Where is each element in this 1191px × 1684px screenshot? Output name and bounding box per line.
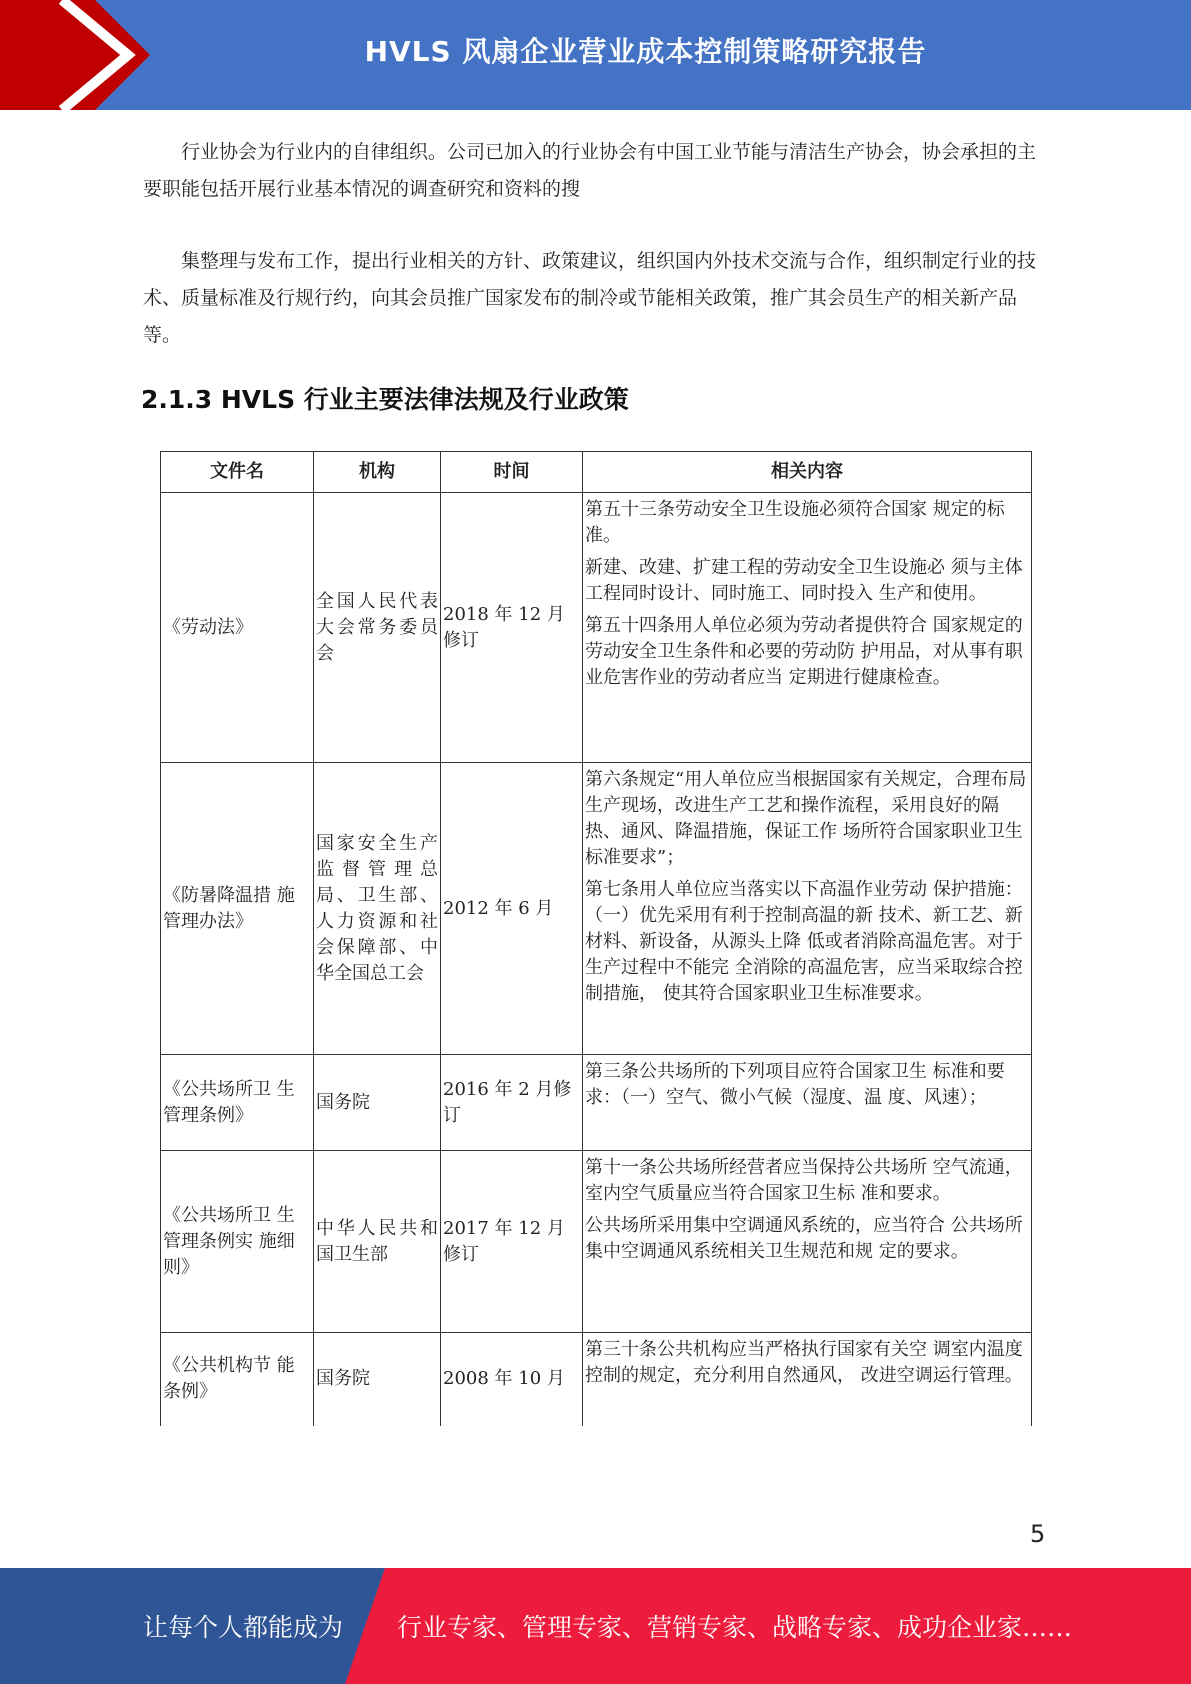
time-cell: 2008 年 10 月: [441, 1333, 583, 1426]
content-paragraph: 第七条用人单位应当落实以下高温作业劳动 保护措施：（一）优先采用有利于控制高温的新 技术、新工艺、新材料、新设备，从源头上降 低或者消除高温危害。对于生产过程中不能完 全消除的高温危害，应当采取综合控制措施， 使其符合国家职业卫生标准要求。: [585, 879, 1023, 1004]
section-heading: 2.1.3 HVLS 行业主要法律法规及行业政策: [141, 385, 629, 414]
page-number: 5: [1030, 1520, 1046, 1548]
content-cell: [583, 1151, 1032, 1333]
content-paragraph: 第三十条公共机构应当严格执行国家有关空 调室内温度控制的规定，充分利用自然通风， 改进空调运行管理。: [585, 1339, 1023, 1386]
document-name-cell: 《公共场所卫 生管理条例实 施细则》: [161, 1151, 314, 1333]
column-header-document: 文件名: [161, 452, 314, 493]
paragraph-industry-association: 行业协会为行业内的自律组织。公司已加入的行业协会有中国工业节能与清洁生产协会，协会承担的主要职能包括开展行业基本情况的调查研究和资料的搜: [143, 141, 1037, 200]
table-row: [161, 493, 1032, 763]
column-header-time: 时间: [441, 452, 583, 493]
content-paragraph: 第十一条公共场所经营者应当保持公共场所 空气流通，室内空气质量应当符合国家卫生标 准和要求。: [585, 1157, 1023, 1204]
table-header-row: [161, 452, 1032, 493]
document-name-cell: 《公共场所卫 生管理条例》: [161, 1055, 314, 1151]
footer-slogan-left: 让每个人都能成为: [143, 1613, 344, 1642]
content-paragraph: 公共场所采用集中空调通风系统的，应当符合 公共场所集中空调通风系统相关卫生规范和规 定的要求。: [585, 1215, 1023, 1262]
document-name-cell: 《公共机构节 能条例》: [161, 1333, 314, 1426]
time-cell: 2018 年 12 月修订: [441, 493, 583, 763]
organization-cell: 国务院: [314, 1333, 441, 1426]
table-row: [161, 1055, 1032, 1151]
content-paragraph: 新建、改建、扩建工程的劳动安全卫生设施必 须与主体工程同时设计、同时施工、同时投入 生产和使用。: [585, 557, 1023, 604]
content-cell: [583, 1055, 1032, 1151]
content-paragraph: 第五十四条用人单位必须为劳动者提供符合 国家规定的劳动安全卫生条件和必要的劳动防 护用品，对从事有职业危害作业的劳动者应当 定期进行健康检查。: [585, 615, 1023, 688]
content-paragraph: 第三条公共场所的下列项目应符合国家卫生 标准和要求：（一）空气、微小气候（湿度、温 度、风速）；: [585, 1061, 1005, 1108]
footer-slogan-right: 行业专家、管理专家、营销专家、战略专家、成功企业家……: [397, 1613, 1073, 1642]
content-cell: [583, 763, 1032, 1055]
time-cell: 2012 年 6 月: [441, 763, 583, 1055]
header-red-arrow-decoration: [0, 0, 160, 110]
organization-cell: 全国人民代表大会常务委员会: [314, 493, 441, 763]
organization-cell: 国家安全生产监督管理总局、卫生部、人力资源和社会保障部、中华全国总工会: [314, 763, 441, 1055]
table-row: [161, 1333, 1032, 1426]
organization-cell: 国务院: [314, 1055, 441, 1151]
content-paragraph: 第六条规定“用人单位应当根据国家有关规定，合理布局生产现场，改进生产工艺和操作流程，采用良好的隔热、通风、降温措施，保证工作 场所符合国家职业卫生标准要求”；: [585, 769, 1027, 868]
content-paragraph: 第五十三条劳动安全卫生设施必须符合国家 规定的标准。: [585, 499, 1005, 546]
content-cell: [583, 493, 1032, 763]
page-footer: [0, 1568, 1191, 1684]
document-name-cell: 《防暑降温措 施管理办法》: [161, 763, 314, 1055]
table-row: [161, 763, 1032, 1055]
column-header-content: 相关内容: [583, 452, 1032, 493]
column-header-organization: 机构: [314, 452, 441, 493]
organization-cell: 中华人民共和国卫生部: [314, 1151, 441, 1333]
document-title: HVLS 风扇企业营业成本控制策略研究报告: [364, 35, 927, 68]
content-cell: [583, 1333, 1032, 1426]
page-header: [0, 0, 1191, 110]
table-row: [161, 1151, 1032, 1333]
document-name-cell: 《劳动法》: [161, 493, 314, 763]
time-cell: 2017 年 12 月修订: [441, 1151, 583, 1333]
time-cell: 2016 年 2 月修订: [441, 1055, 583, 1151]
regulations-table: [160, 451, 1032, 1426]
paragraph-association-functions: 集整理与发布工作，提出行业相关的方针、政策建议，组织国内外技术交流与合作，组织制定行业的技术、质量标准及行规行约，向其会员推广国家发布的制冷或节能相关政策，推广其会员生产的相关新产品等。: [143, 250, 1037, 346]
